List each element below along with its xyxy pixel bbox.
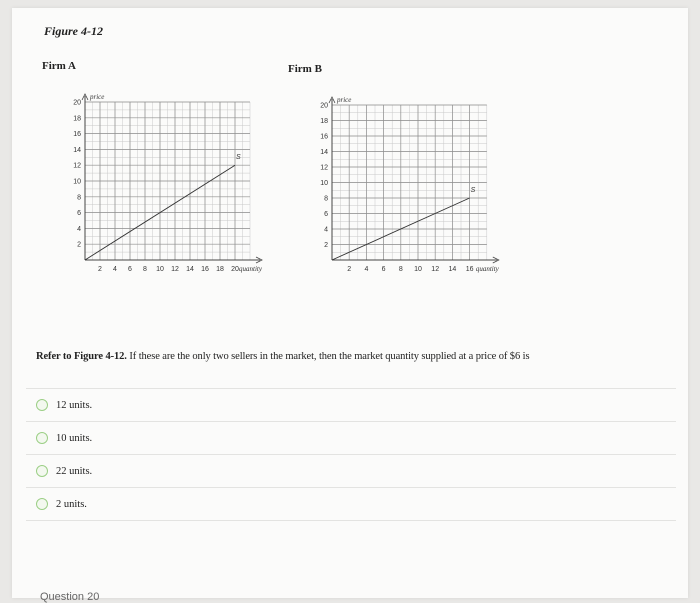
radio-button[interactable] (36, 399, 48, 411)
x-tick-label: 10 (414, 266, 422, 273)
question-body: If these are the only two sellers in the market, then the market quantity supplied at a price of $6 is (129, 351, 530, 362)
x-tick-label: 12 (171, 266, 179, 273)
y-tick-label: 10 (73, 178, 81, 186)
supply-curve-label: S (236, 154, 241, 162)
y-tick-label: 8 (324, 195, 328, 203)
question-text (36, 351, 676, 362)
x-tick-label: 14 (186, 266, 194, 273)
y-tick-label: 18 (320, 118, 328, 125)
x-tick-label: 14 (448, 266, 457, 273)
chart-grid (332, 105, 487, 260)
x-tick-label: 2 (347, 266, 352, 273)
question-page (12, 8, 688, 603)
chart-grid (85, 102, 250, 260)
option-label: 2 units. (56, 498, 87, 510)
y-tick-label: 18 (73, 115, 81, 123)
y-tick-label: 6 (77, 210, 81, 218)
x-tick-label: 6 (128, 266, 132, 273)
x-tick-label: 2 (98, 266, 102, 273)
x-tick-label: 10 (156, 266, 164, 273)
y-tick-label: 2 (77, 241, 81, 249)
y-tick-label: 8 (77, 194, 81, 202)
y-tick-label: 4 (77, 225, 81, 233)
answer-option-4[interactable] (26, 487, 676, 521)
y-axis-title: price (90, 93, 105, 101)
y-tick-label: 4 (324, 226, 328, 234)
x-tick-label: 4 (113, 266, 117, 273)
answer-option-3[interactable] (26, 454, 676, 487)
question-figure-ref: Figure 4-12. (73, 351, 127, 362)
answer-option-2[interactable] (26, 421, 676, 454)
y-tick-label: 14 (73, 146, 81, 154)
radio-button[interactable] (36, 498, 48, 510)
x-axis-title: quantity (475, 265, 499, 273)
radio-button[interactable] (36, 465, 48, 477)
x-tick-label: 6 (381, 266, 386, 273)
y-tick-label: 16 (73, 131, 81, 139)
radio-button[interactable] (36, 432, 48, 444)
figure-title: Figure 4-12 (44, 24, 104, 38)
supply-curve-label: S (470, 187, 476, 194)
y-tick-label: 6 (324, 211, 328, 218)
y-axis-title: price (337, 96, 352, 104)
x-tick-label: 8 (143, 266, 147, 273)
y-tick-label: 20 (73, 99, 81, 107)
x-tick-label: 16 (201, 266, 209, 273)
y-tick-label: 2 (324, 242, 328, 249)
answer-option-1[interactable] (26, 388, 676, 421)
y-tick-label: 20 (320, 102, 328, 110)
x-tick-label: 16 (465, 266, 474, 273)
y-tick-label: 14 (320, 149, 328, 156)
firm-b-graph (302, 86, 512, 286)
option-label: 10 units. (56, 432, 93, 444)
x-tick-label: 12 (431, 266, 440, 273)
x-axis-title: quantity (239, 265, 262, 273)
firm-a-graph (52, 84, 292, 284)
option-label: 22 units. (56, 465, 93, 477)
answer-options (26, 388, 676, 521)
x-tick-label: 18 (216, 266, 224, 273)
firm-a-label: Firm A (42, 60, 76, 72)
y-tick-label: 16 (320, 133, 328, 141)
next-question-label: Question 20 (40, 591, 100, 603)
option-label: 12 units. (56, 399, 93, 411)
y-tick-label: 12 (73, 162, 81, 170)
x-tick-label: 4 (364, 266, 369, 273)
y-tick-label: 12 (320, 164, 328, 172)
question-prefix: Refer to (36, 351, 72, 362)
x-tick-label: 8 (398, 266, 403, 273)
x-tick-label: 20 (231, 266, 239, 273)
y-tick-label: 10 (320, 180, 328, 187)
firm-b-label: Firm B (288, 63, 322, 75)
